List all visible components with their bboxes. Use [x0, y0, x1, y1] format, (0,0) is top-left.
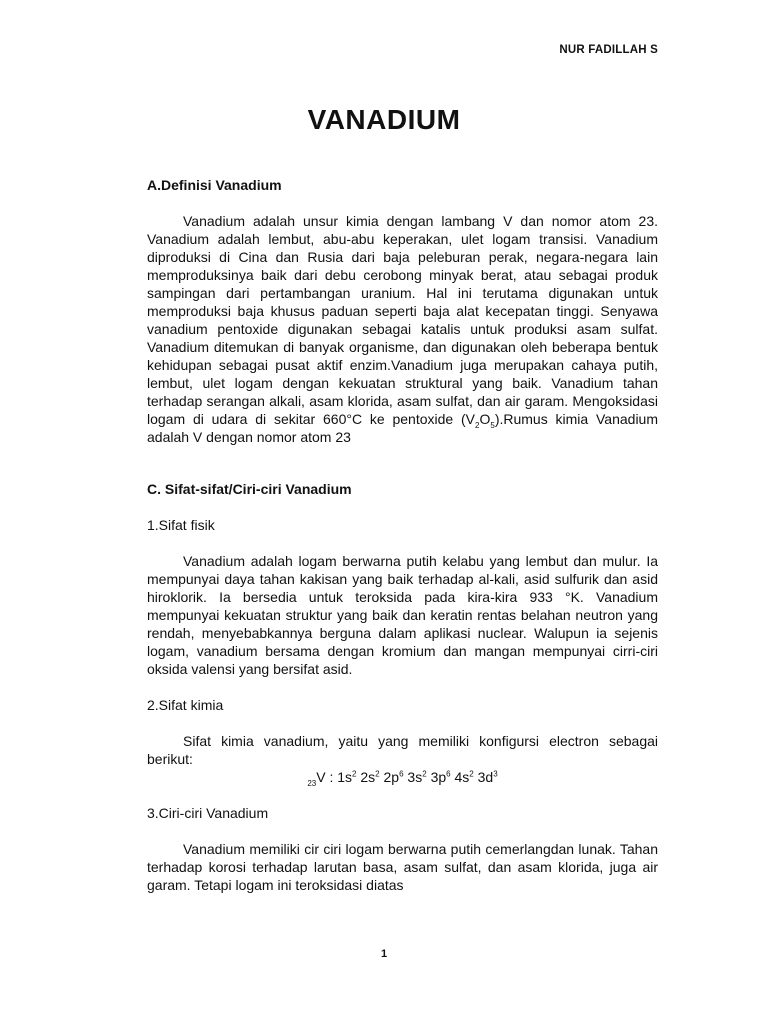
- config-term: 4s: [450, 769, 470, 785]
- config-exponent: 6: [399, 769, 404, 779]
- config-term: 3p: [426, 769, 447, 785]
- section-a-heading: A.Definisi Vanadium: [147, 177, 282, 193]
- config-term: V : 1s: [316, 769, 353, 785]
- formula-oxygen: O: [479, 411, 491, 427]
- section-c-heading: C. Sifat-sifat/Ciri-ciri Vanadium: [147, 481, 352, 497]
- config-atomic-number: 23: [307, 778, 317, 788]
- sifat-fisik-heading: 1.Sifat fisik: [147, 517, 215, 533]
- config-term: 3s: [403, 769, 423, 785]
- config-exponent: 2: [422, 769, 427, 779]
- section-a-text-2: ).Rumus kimia Vanadium adalah V dengan nomor atom 23: [147, 411, 658, 445]
- ciri-ciri-heading: 3.Ciri-ciri Vanadium: [147, 805, 269, 821]
- section-a-text-1: Vanadium adalah unsur kimia dengan lambang V dan nomor atom 23. Vanadium adalah lembut, abu-abu keperakan, ulet logam transisi. Vanadium diproduksi di Cina dan Rusia dari baja peleburan perak, negara-negara lain memproduksinya baik dari debu cerobong minyak berat, atau sebagai produk sampingan dari pertambangan uranium. Hal ini terutama digunakan untuk memproduksi baja khusus paduan seperti baja alat kecepatan tinggi. Senyawa vanadium pentoxide digunakan sebagai katalis untuk produksi asam sulfat. Vanadium ditemukan di banyak organisme, dan digunakan oleh beberapa bentuk kehidupan sebagai pusat aktif enzim.Vanadium juga merupakan cahaya putih, lembut, ulet logam dengan kekuatan struktural yang baik. Vanadium tahan terhadap serangan alkali, asam klorida, asam sulfat, dan air garam. Mengoksidasi logam di udara di sekitar 660°C ke pentoxide (V: [147, 213, 658, 427]
- config-exponent: 3: [493, 769, 498, 779]
- formula-subscript-2: 5: [490, 420, 495, 430]
- config-exponent: 2: [375, 769, 380, 779]
- config-term: 2p: [379, 769, 400, 785]
- sifat-fisik-paragraph: Vanadium adalah logam berwarna putih kelabu yang lembut dan mulur. Ia mempunyai daya tahan kakisan yang baik terhadap al-kali, asid sulfurik dan asid hiroklorik. Ia bersedia untuk teroksida pada kira-kira 933 °K. Vanadium mempunyai kekuatan struktur yang baik dan keratin rentas belahan neutron yang rendah, menyebabkannya berguna dalam aplikasi nuclear. Walupun ia sejenis logam, vanadium bersama dengan kromium dan mangan mempunyai cirri-ciri oksida valensi yang bersifat asid.: [147, 553, 658, 677]
- document-title: VANADIUM: [307, 104, 461, 135]
- config-exponent: 2: [352, 769, 357, 779]
- config-term: 3d: [473, 769, 494, 785]
- ciri-ciri-paragraph: Vanadium memiliki cir ciri logam berwarna putih cemerlangdan lunak. Tahan terhadap korosi terhadap larutan basa, asam sulfat, dan asam klorida, juga air garam. Tetapi logam ini teroksidasi diatas: [147, 841, 658, 893]
- sifat-kimia-paragraph: Sifat kimia vanadium, yaitu yang memiliki konfigursi electron sebagai berikut:: [147, 733, 658, 767]
- page-number: 1: [380, 948, 388, 960]
- config-exponent: 2: [469, 769, 474, 779]
- electron-configuration: [147, 768, 658, 786]
- author-name: NUR FADILLAH S: [559, 44, 658, 56]
- sifat-kimia-heading: 2.Sifat kimia: [147, 697, 224, 713]
- config-exponent: 6: [446, 769, 451, 779]
- section-a-paragraph: [147, 212, 658, 446]
- document-body: [147, 176, 658, 894]
- config-term: 2s: [356, 769, 376, 785]
- formula-subscript-1: 2: [475, 420, 480, 430]
